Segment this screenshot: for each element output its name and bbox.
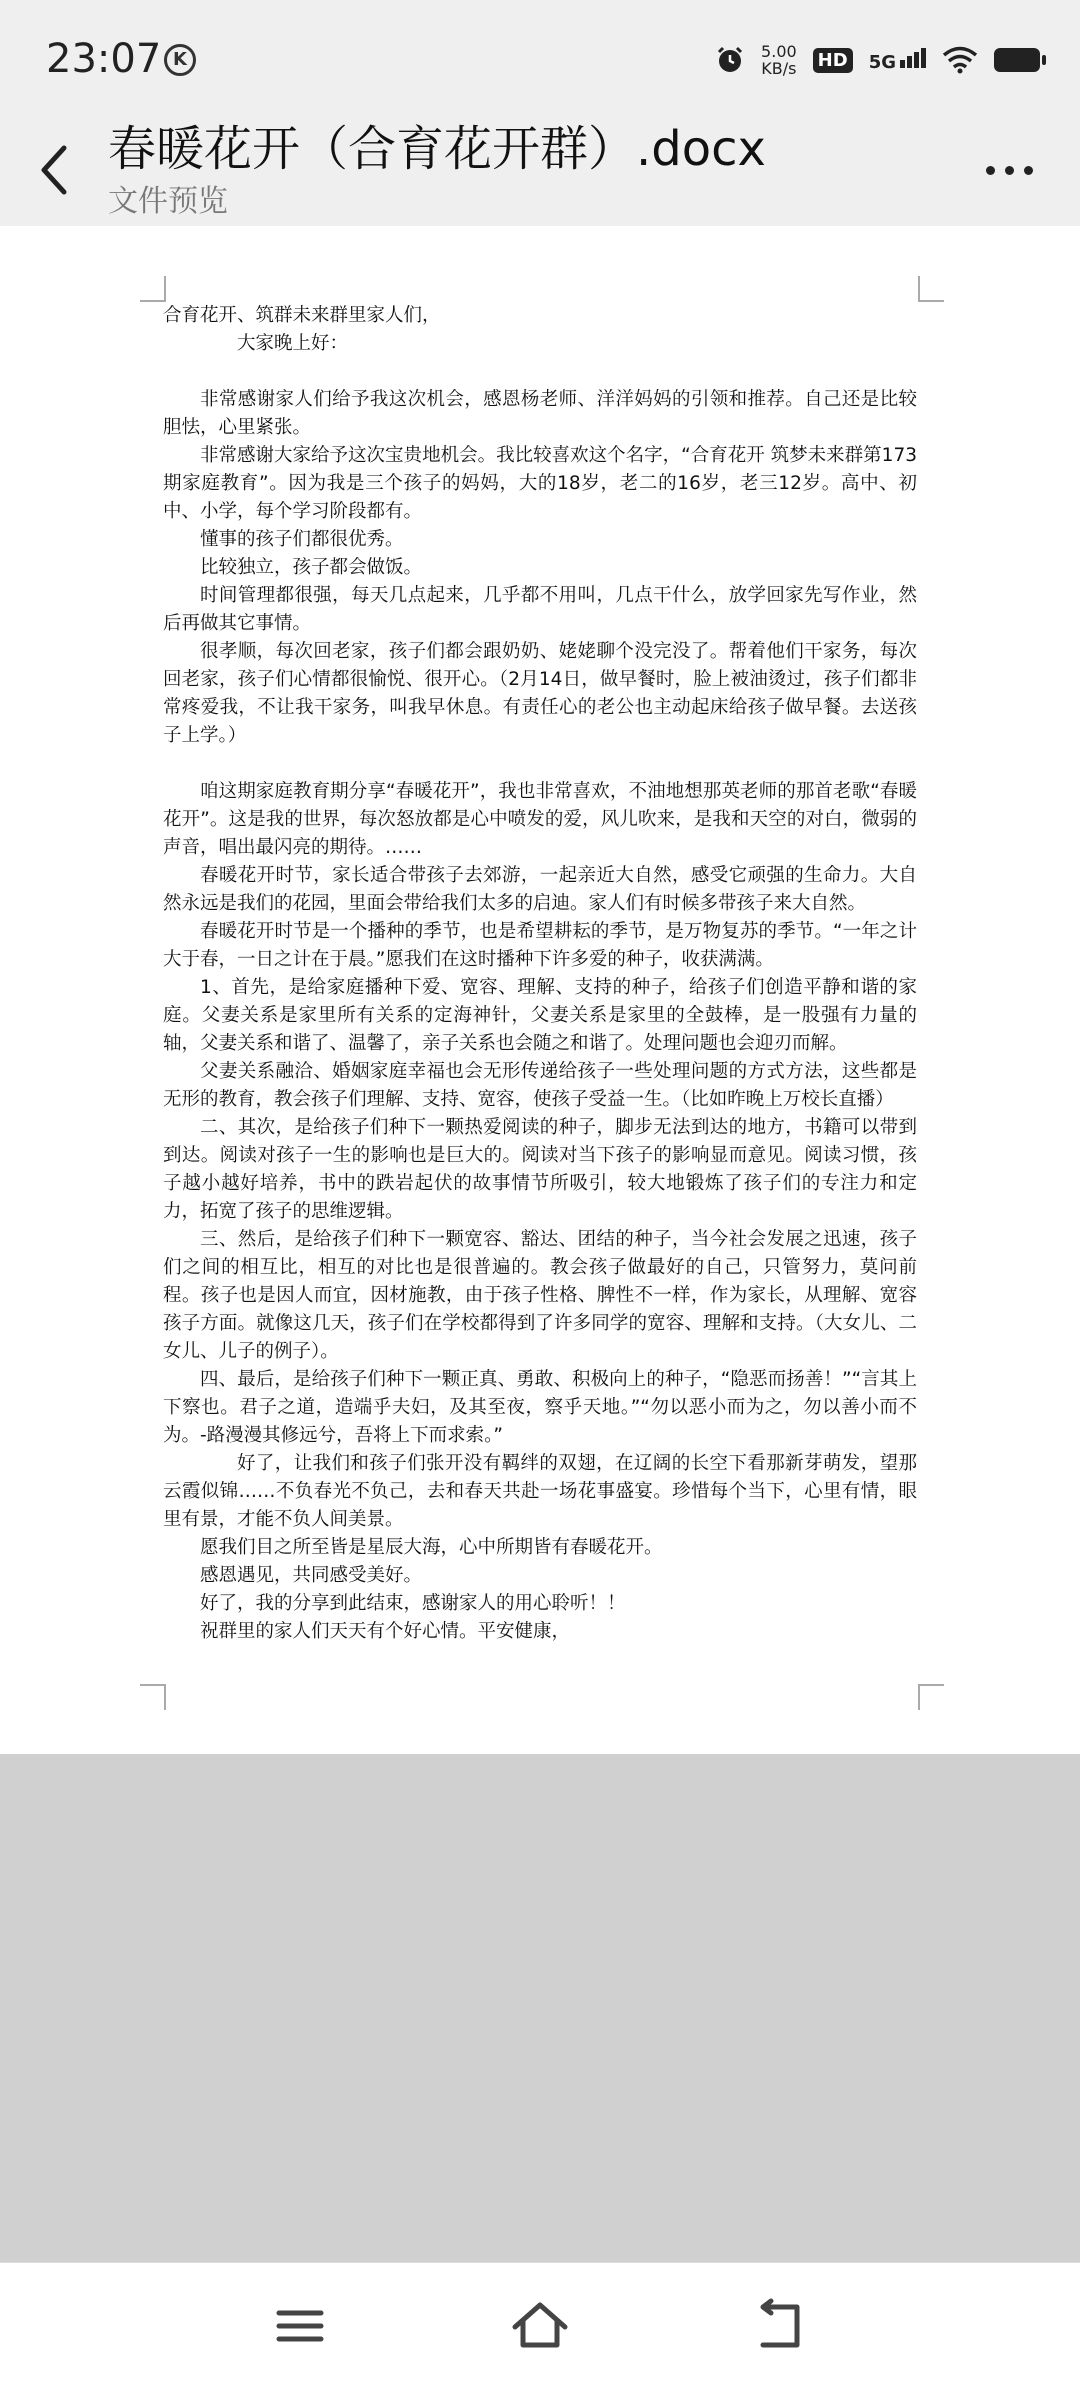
doc-paragraph: 二、其次，是给孩子们种下一颗热爱阅读的种子，脚步无法到达的地方，书籍可以带到到达。阅读对孩子一生的影响也是巨大的。阅读对当下孩子的影响显而意见。阅读习惯，孩子越小越好培养，书中的跌岩起伏的故事情节所吸引，较大地锻炼了孩子们的专注力和定力，拓宽了孩子的思维逻辑。 — [163, 1117, 917, 1222]
document-body — [163, 302, 917, 1646]
doc-paragraph: 时间管理都很强，每天几点起来，几乎都不用叫，几点干什么，放学回家先写作业，然后再做其它事情。 — [163, 585, 917, 634]
signal-icon — [869, 48, 926, 73]
doc-paragraph: 好了，我的分享到此结束，感谢家人的用心聆听！！ — [200, 1593, 626, 1614]
app-header — [0, 110, 1080, 226]
file-preview-label: 文件预览 — [108, 184, 228, 219]
doc-paragraph: 感恩遇见，共同感受美好。 — [200, 1565, 423, 1586]
doc-paragraph: 四、最后，是给孩子们种下一颗正真、勇敢、积极向上的种子，“隐恶而扬善！”“言其上下察也。君子之道，造端乎夫妇，及其至夜，察乎天地。”“勿以恶小而为之，勿以善小而不为。-路漫漫其修远兮，吾将上下而求索。” — [163, 1369, 917, 1446]
doc-paragraph: 很孝顺，每次回老家，孩子们都会跟奶奶、姥姥聊个没完没了。帮着他们干家务，每次回老家，孩子们心情都很愉悦、很开心。（2月14日，做早餐时，脸上被油烫过，孩子们都非常疼爱我，不让我干家务，叫我早休息。有责任心的老公也主动起床给孩子做早餐。去送孩子上学。） — [163, 641, 917, 746]
page-corner-mark — [140, 276, 166, 302]
doc-paragraph: 合育花开、筑群未来群里家人们， — [163, 305, 441, 326]
network-type: 5G — [868, 51, 896, 73]
alarm-icon — [715, 45, 745, 75]
doc-paragraph: 懂事的孩子们都很优秀。 — [200, 529, 404, 550]
page-corner-mark — [140, 1684, 166, 1710]
page-corner-mark — [918, 276, 944, 302]
network-speed-unit: KB/s — [761, 59, 797, 78]
doc-paragraph: 好了，让我们和孩子们张开没有羁绊的双翅，在辽阔的长空下看那新芽萌发，望那云霞似锦……不负春光不负己，去和春天共赴一场花事盛宴。珍惜每个当下，心里有情，眼里有景，才能不负人间美景。 — [163, 1453, 917, 1530]
doc-paragraph: 非常感谢大家给予这次宝贵地机会。我比较喜欢这个名字，“合育花开 筑梦未来群第173期家庭教育”。因为我是三个孩子的妈妈，大的18岁，老二的16岁，老三12岁。高中、初中、小学，每个学习阶段都有。 — [163, 445, 917, 522]
status-icons — [715, 40, 1040, 80]
file-title: 春暖花开（合育花开群）.docx — [108, 121, 766, 177]
doc-paragraph: 三、然后，是给孩子们种下一颗宽容、豁达、团结的种子，当今社会发展之迅速，孩子们之间的相互比，相互的对比也是很普遍的。教会孩子做最好的自己，只管努力，莫问前程。孩子也是因人而宜，因材施教，由于孩子性格、脾性不一样，作为家长，从理解、宽容孩子方面。就像这几天，孩子们在学校都得到了许多同学的宽容、理解和支持。（大女儿、二女儿、儿子的例子）。 — [163, 1229, 917, 1362]
doc-paragraph: 春暖花开时节是一个播种的季节，也是希望耕耘的季节，是万物复苏的季节。“一年之计大于春，一日之计在于晨。”愿我们在这时播种下许多爱的种子，收获满满。 — [163, 921, 917, 970]
document-page[interactable] — [0, 226, 1080, 1754]
more-options-icon[interactable] — [986, 150, 1046, 190]
network-speed — [761, 43, 797, 77]
home-icon[interactable] — [505, 2291, 575, 2361]
doc-paragraph: 愿我们目之所至皆是星辰大海，心中所期皆有春暖花开。 — [200, 1537, 663, 1558]
k-badge-icon: K — [164, 44, 196, 76]
status-time: 23:07 — [46, 36, 162, 82]
back-arrow-icon[interactable] — [30, 130, 90, 210]
hd-badge: HD — [813, 48, 853, 73]
wifi-icon — [942, 46, 978, 74]
doc-paragraph: 1、首先，是给家庭播种下爱、宽容、理解、支持的种子，给孩子们创造平静和谐的家庭。父妻关系是家里所有关系的定海神针，父妻关系是家里的全鼓棒，是一股强有力量的轴，父妻关系和谐了、温馨了，亲子关系也会随之和谐了。处理问题也会迎刃而解。 — [163, 977, 917, 1054]
doc-paragraph: 非常感谢家人们给予我这次机会，感恩杨老师、洋洋妈妈的引领和推荐。自己还是比较胆怯，心里紧张。 — [163, 389, 917, 438]
status-bar — [0, 0, 1080, 110]
battery-icon — [994, 48, 1040, 72]
page-corner-mark — [918, 1684, 944, 1710]
doc-paragraph: 咱这期家庭教育期分享“春暖花开”，我也非常喜欢，不油地想那英老师的那首老歌“春暖花开”。这是我的世界，每次怒放都是心中喷发的爱，风儿吹来，是我和天空的对白，微弱的声音，唱出最闪亮的期待。…… — [163, 781, 917, 858]
signal-bars-icon — [898, 48, 926, 73]
menu-icon[interactable] — [265, 2291, 335, 2361]
doc-paragraph: 大家晚上好： — [237, 333, 349, 354]
system-nav-bar — [0, 2262, 1080, 2389]
doc-paragraph: 祝群里的家人们天天有个好心情。平安健康， — [200, 1621, 571, 1642]
doc-paragraph: 父妻关系融洽、婚姻家庭幸福也会无形传递给孩子一些处理问题的方式方法，这些都是无形的教育，教会孩子们理解、支持、宽容，使孩子受益一生。（比如昨晚上万校长直播） — [163, 1061, 917, 1110]
network-speed-value: 5.00 — [761, 42, 797, 61]
back-nav-icon[interactable] — [745, 2291, 815, 2361]
doc-paragraph: 春暖花开时节，家长适合带孩子去郊游，一起亲近大自然，感受它顽强的生命力。大自然永远是我们的花园，里面会带给我们太多的启迪。家人们有时候多带孩子来大自然。 — [163, 865, 917, 914]
doc-paragraph: 比较独立，孩子都会做饭。 — [200, 557, 423, 578]
